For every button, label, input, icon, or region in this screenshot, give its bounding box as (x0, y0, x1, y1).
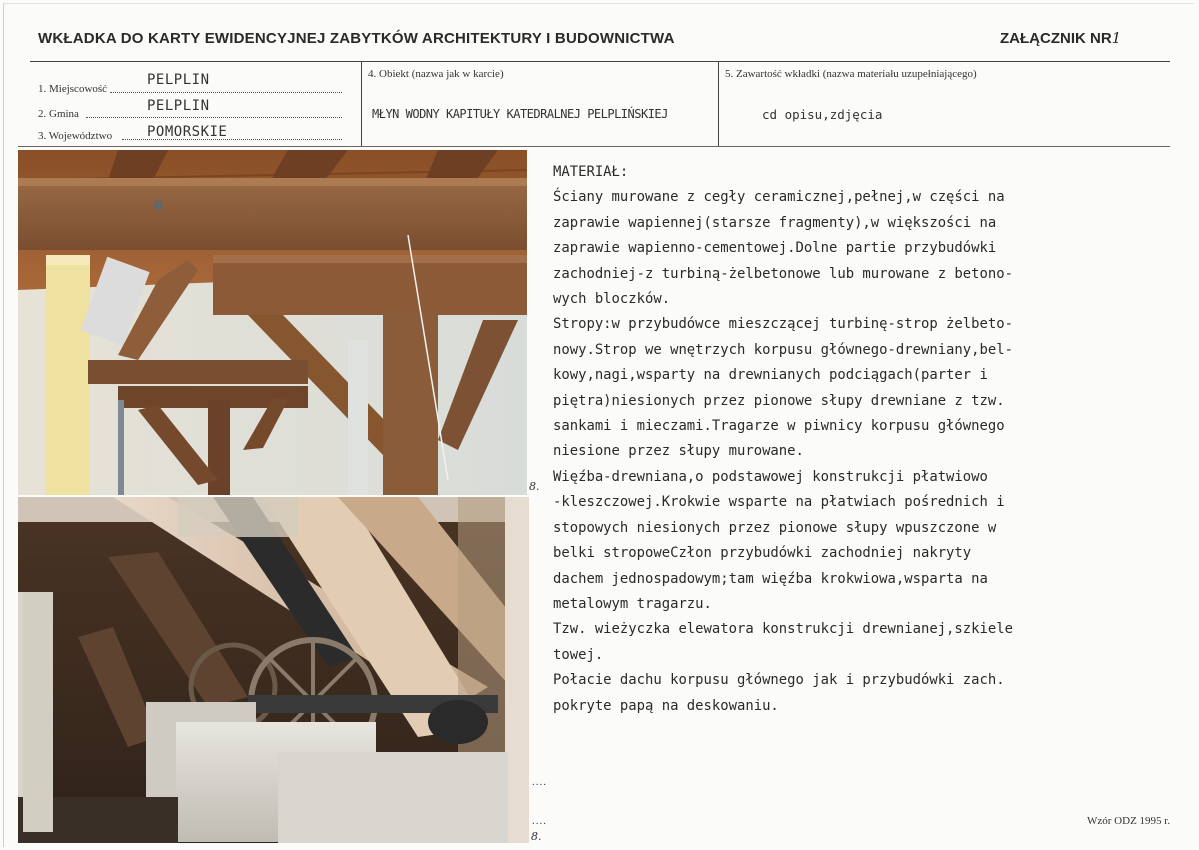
description-line: piętra)niesionych przez pionowe słupy drewniane z tzw. (553, 392, 1005, 409)
description-line: kowy,nagi,wsparty na drewnianych podciągach(parter i (553, 367, 988, 384)
obiekt-label: 4. Obiekt (nazwa jak w karcie) (368, 68, 504, 80)
description-line: Ściany murowane z cegły ceramicznej,pełnej,w części na (553, 189, 1005, 206)
description-line: pokryte papą na deskowaniu. (553, 697, 779, 714)
description-line: towej. (553, 646, 604, 663)
description-line: stopowych niesionych przez pionowe słupy wpuszczone w (553, 519, 997, 536)
description-text (553, 160, 1153, 719)
miejscowosc-value: PELPLIN (147, 72, 210, 88)
description-line: dachem jednospadowym;tam więźba krokwiowa,wsparta na (553, 570, 988, 587)
description-line: zachodniej-z turbiną-żelbetonowe lub murowane z betono- (553, 265, 1013, 282)
photo-roof-timber-structure (18, 150, 527, 495)
zawartosc-value: cd opisu,zdjęcia (762, 107, 883, 122)
wojewodztwo-value: POMORSKIE (147, 124, 228, 140)
photo-2-number: 8. (531, 830, 542, 843)
description-line: Stropy:w przybudówce mieszczącej turbinę-strop żelbeto- (553, 316, 1013, 333)
gmina-label: 2. Gmina (38, 108, 79, 120)
form-template-footer: Wzór ODZ 1995 r. (1087, 815, 1171, 827)
blank-line-2: .... (532, 815, 547, 827)
zawartosc-label: 5. Zawartość wkładki (nazwa materiału uzupełniającego) (725, 68, 977, 80)
photo-turbine-belt-drive (18, 497, 529, 843)
header-rule-bottom (18, 146, 1170, 147)
photo-1-number: 8. (529, 480, 540, 493)
description-line: zaprawie wapienno-cementowej.Dolne partie przybudówki (553, 240, 997, 257)
obiekt-value: MŁYN WODNY KAPITUŁY KATEDRALNEJ PELPLIŃSKIEJ (372, 107, 668, 121)
annex-label-text: ZAŁĄCZNIK NR (1000, 30, 1112, 47)
description-line: belki stropoweCzłon przybudówki zachodniej nakryty (553, 545, 972, 562)
miejscowosc-label: 1. Miejscowość (38, 83, 108, 95)
annex-number: 1 (1111, 29, 1122, 47)
description-line: Więźba-drewniana,o podstawowej konstrukcji płatwiowo (553, 468, 988, 485)
blank-line-1: .... (532, 776, 547, 788)
gmina-value: PELPLIN (147, 98, 210, 114)
column-divider-2 (718, 62, 719, 147)
description-line: niesione przez słupy murowane. (553, 443, 804, 460)
description-line: -kleszczowej.Krokwie wsparte na płatwiach pośrednich i (553, 494, 1005, 511)
description-line: MATERIAŁ: (553, 164, 629, 180)
description-line: wych bloczków. (553, 291, 671, 308)
description-line: metalowym tragarzu. (553, 595, 712, 612)
description-line: Tzw. wieżyczka elewatora konstrukcji drewnianej,szkiele (553, 621, 1013, 638)
description-line: zaprawie wapiennej(starsze fragmenty),w większości na (553, 214, 997, 231)
header-rule-top (30, 61, 1170, 62)
wojewodztwo-label: 3. Województwo (38, 130, 113, 142)
column-divider-1 (361, 62, 362, 147)
miejscowosc-dots (110, 91, 342, 93)
description-line: Połacie dachu korpusu głównego jak i przybudówki zach. (553, 672, 1005, 689)
description-line: sankami i mieczami.Tragarze w piwnicy korpusu głównego (553, 418, 1005, 435)
gmina-dots (86, 116, 342, 118)
form-title: WKŁADKA DO KARTY EWIDENCYJNEJ ZABYTKÓW ARCHITEKTURY I BUDOWNICTWA (38, 30, 675, 47)
annex-label (1000, 29, 1121, 47)
description-line: nowy.Strop we wnętrzych korpusu głównego-drewniany,bel- (553, 341, 1013, 358)
